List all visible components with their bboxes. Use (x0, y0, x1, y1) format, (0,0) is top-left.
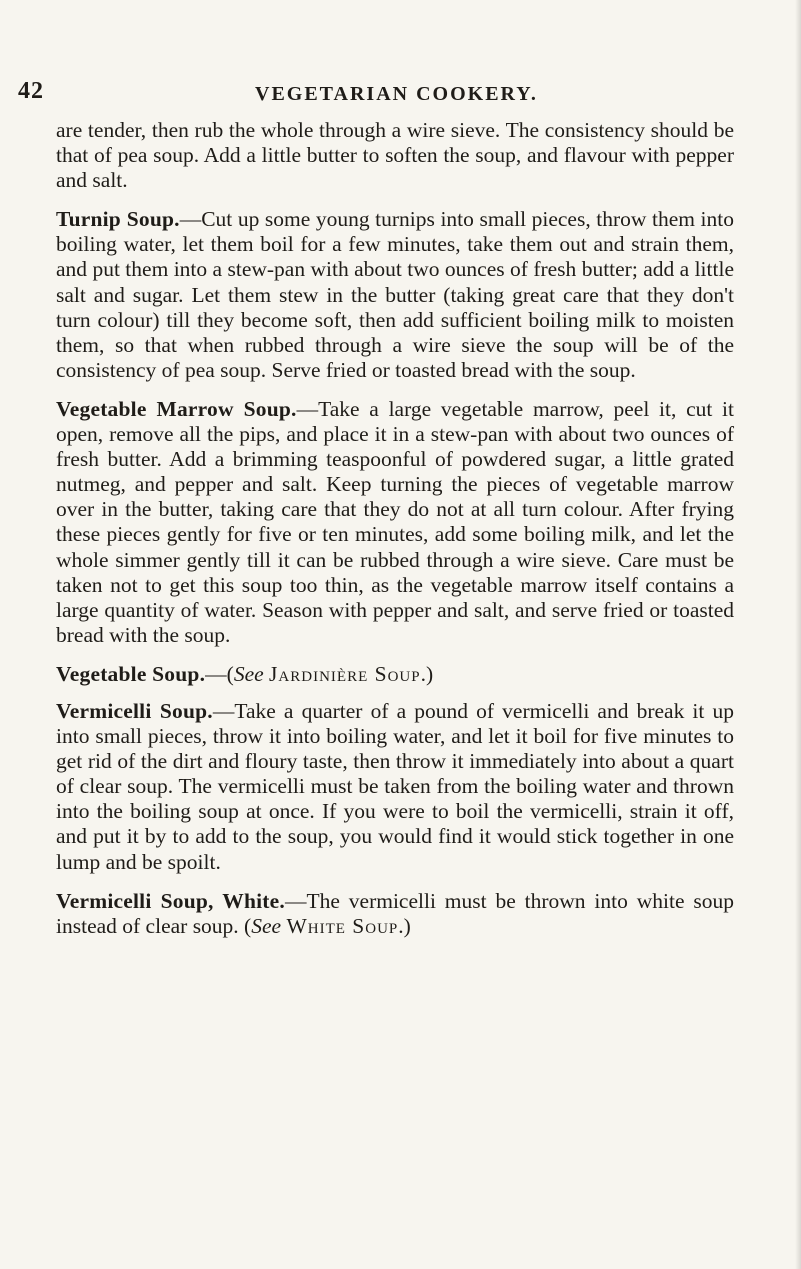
cross-reference-prefix: —( (205, 661, 234, 686)
recipe-body: —Take a large vegetable marrow, peel it, cut it open, remove all the pips, and place it in a stew-pan with about two ounces of fresh butter. Add a brimming teaspoonful of powdered sugar, a little grated nutmeg, and pepper and salt. Keep turning the pieces of vegetable marrow over in the butter, taking care that they do not at all turn colour. After frying these pieces gently for five or ten minutes, add some boiling milk, and let the whole simmer gently till it can be rubbed through a wire sieve. Care must be taken not to get this soup too thin, as the vegetable marrow itself contains a large quantity of water. Season with pepper and salt, and serve fried or toasted bread with the soup. (56, 396, 734, 647)
page-number: 42 (18, 78, 44, 104)
page-body (56, 118, 734, 953)
see-label: See (233, 661, 264, 686)
cross-reference-suffix: .) (420, 661, 434, 686)
recipe-body: —The vermicelli must be thrown into white soup instead of clear soup. ( (56, 888, 734, 938)
recipe-vermicelli-soup-white (56, 889, 734, 939)
paragraph-body: are tender, then rub the whole through a wire sieve. The consistency should be that of pea soup. Add a little butter to soften the soup, and flavour with pepper and salt. (56, 118, 734, 193)
recipe-body: —Cut up some young turnips into small pieces, throw them into boiling water, let them boil for a few minutes, take them out and strain them, and put them into a stew-pan with about two ounces of fresh butter; add a little salt and sugar. Let them stew in the butter (taking great care that they don't turn colour) till they become soft, then add sufficient boiling milk to moisten them, so that when rubbed through a wire sieve the soup will be of the consistency of pea soup. Serve fried or toasted bread with the soup. (56, 207, 734, 382)
cross-reference-target: Jardinière Soup (269, 661, 421, 686)
cross-reference-suffix: .) (398, 913, 411, 938)
recipe-vegetable-soup (56, 662, 734, 687)
recipe-title: Vegetable Marrow Soup. (56, 396, 297, 421)
recipe-turnip-soup (56, 207, 734, 383)
see-label: See (251, 913, 282, 938)
cross-reference-target: White Soup (286, 913, 399, 938)
recipe-body: —Take a quarter of a pound of vermicelli and break it up into small pieces, throw it into boiling water, and let it boil for five minutes to get rid of the dirt and floury taste, then throw it immediately into about a quart of clear soup. The vermicelli must be taken from the boiling water and thrown into the boiling soup at once. If you were to boil the vermicelli, strain it off, and put it by to add to the soup, you would find it would stick together in one lump and be spoilt. (56, 698, 734, 874)
paragraph-continuation (56, 118, 734, 193)
running-title: VEGETARIAN COOKERY. (255, 83, 538, 105)
recipe-vermicelli-soup (56, 699, 734, 875)
recipe-title: Vermicelli Soup. (56, 698, 213, 723)
recipe-title: Turnip Soup. (56, 207, 180, 232)
recipe-title: Vermicelli Soup, White. (56, 888, 285, 913)
recipe-title: Vegetable Soup. (56, 661, 206, 686)
recipe-vegetable-marrow-soup (56, 397, 734, 648)
page-edge-shadow (795, 0, 801, 1269)
page-header (0, 78, 801, 108)
